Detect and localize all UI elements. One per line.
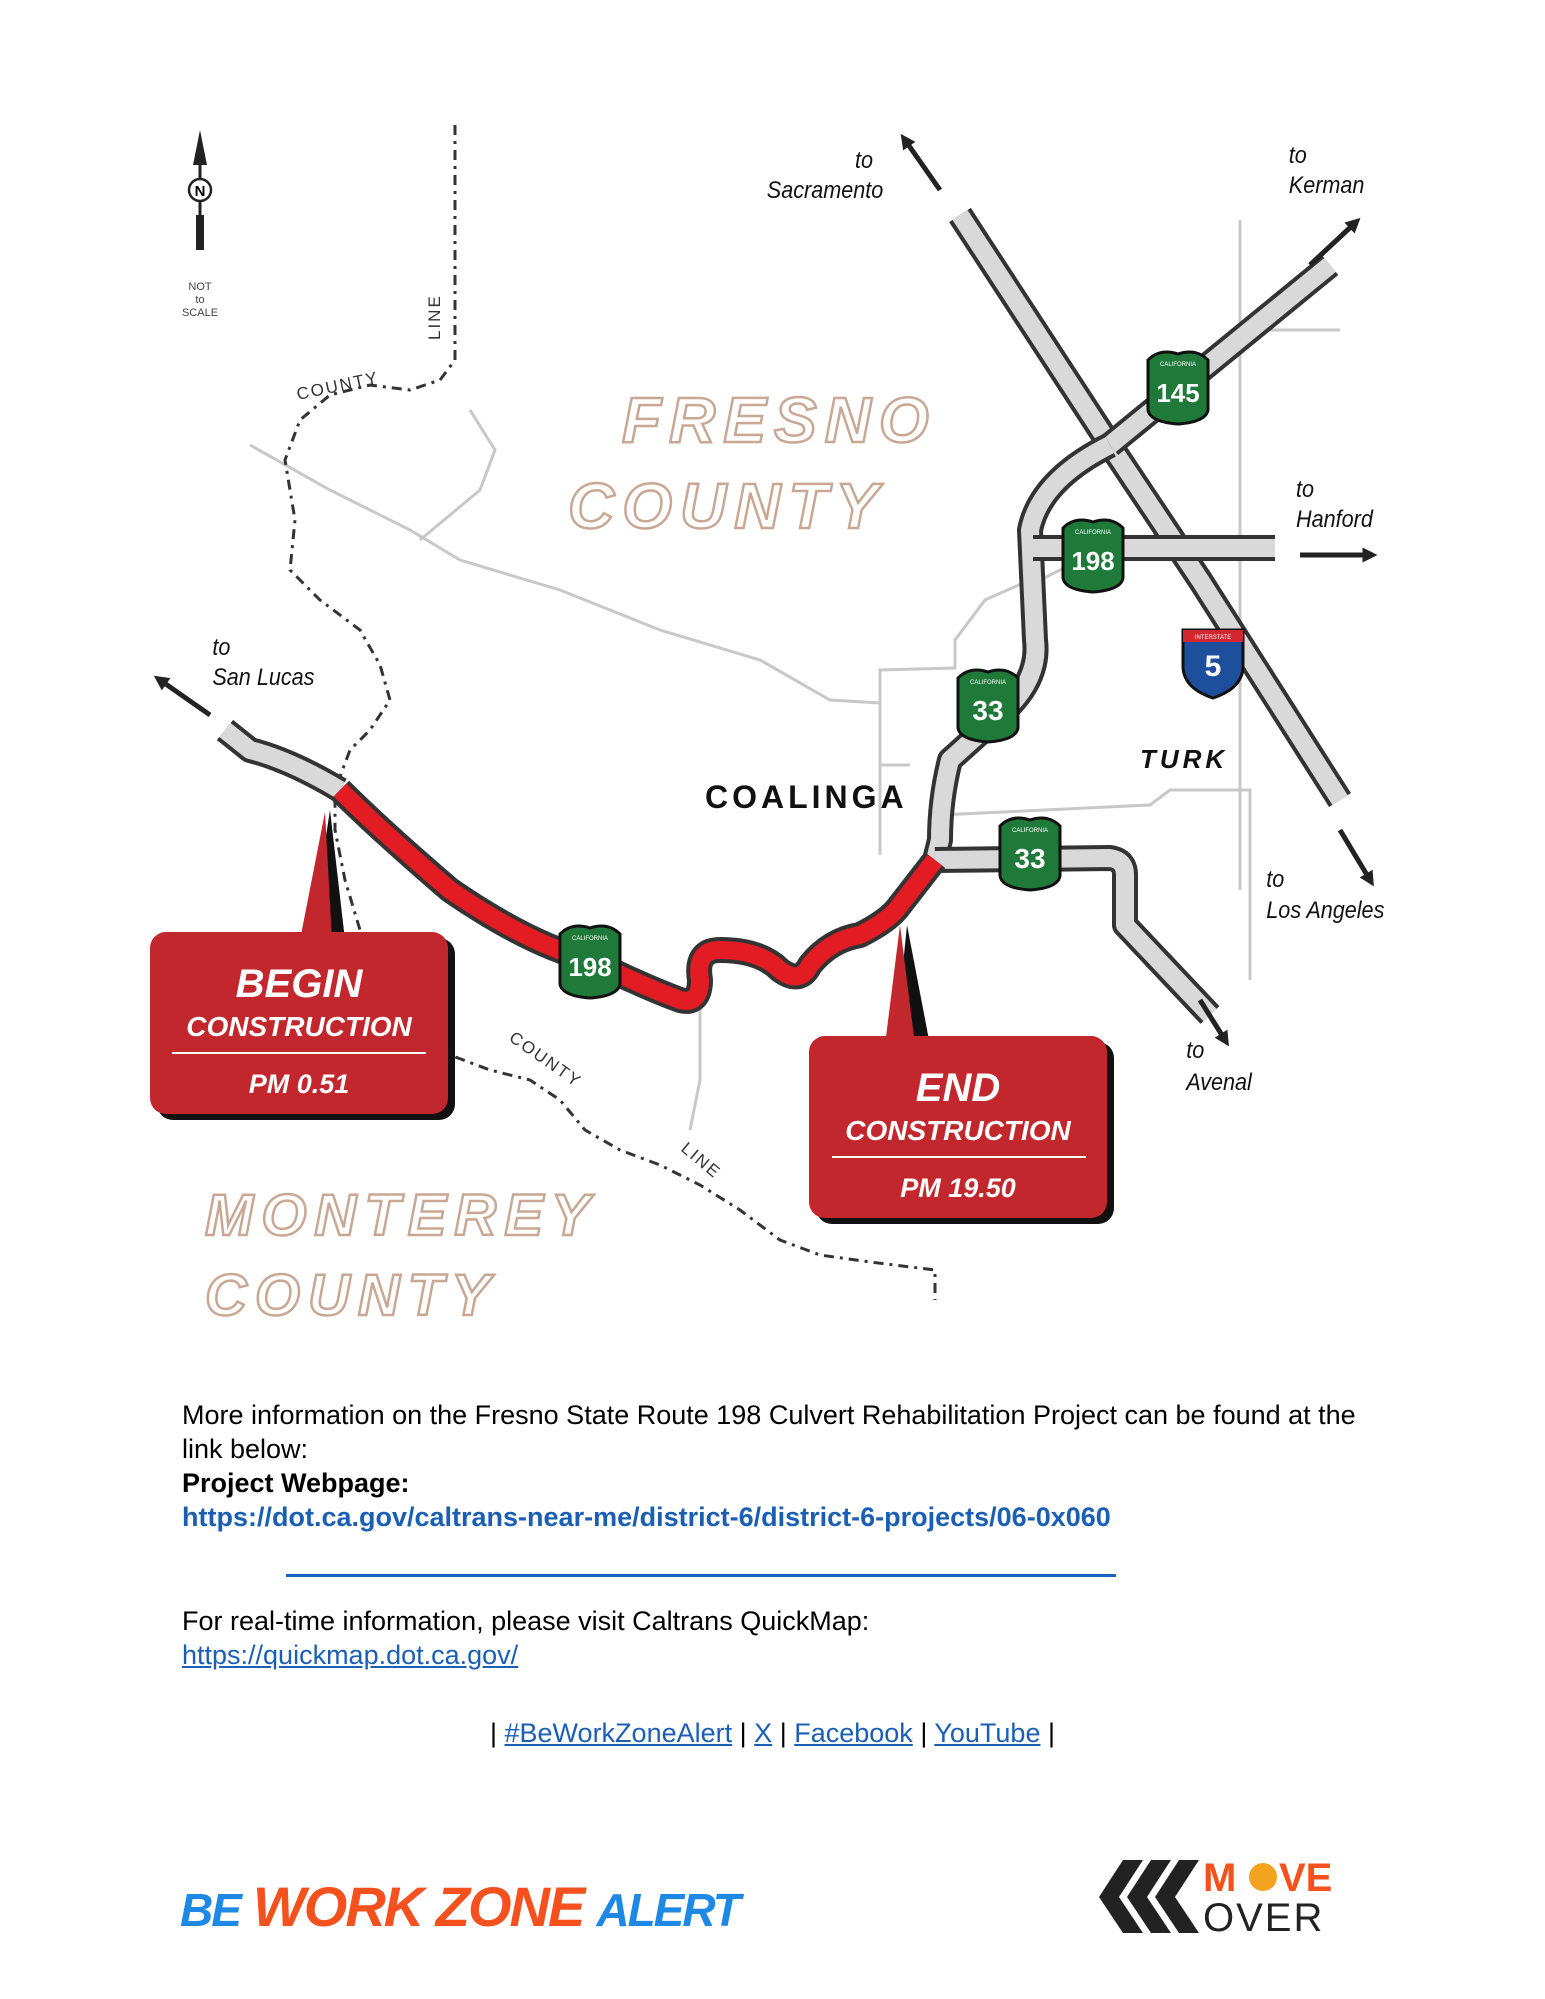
fresno-county-label-2: COUNTY [568,470,887,542]
be-work-zone-alert-logo: BE WORK ZONE ALERT [180,1875,739,1938]
los-angeles-to: to [1266,864,1285,893]
scale-note-1: NOT [188,281,212,293]
begin-title: BEGIN [235,962,363,1006]
youtube-link[interactable]: YouTube [934,1718,1041,1748]
avenal-to: to [1186,1035,1205,1064]
project-webpage-label: Project Webpage: [182,1468,410,1498]
north-arrow [182,130,218,319]
i5-number: 5 [1204,650,1222,683]
realtime-text: For real-time information, please visit Caltrans QuickMap: [182,1606,870,1636]
realtime-info [182,1604,1382,1672]
svg-text:CALIFORNIA: CALIFORNIA [1011,828,1049,834]
county-line-label-1: COUNTY [294,367,381,404]
hanford-to: to [1296,474,1315,503]
sr145-number: 145 [1156,378,1200,408]
svg-text:CALIFORNIA: CALIFORNIA [1159,362,1197,368]
i5-shield [1183,630,1243,698]
begin-postmile: PM 0.51 [248,1069,350,1099]
fresno-county-label-1: FRESNO [622,384,937,456]
county-line-label-2: LINE [425,294,444,340]
sr33-north-number: 33 [972,695,1004,726]
monterey-county-label-1: MONTEREY [205,1183,598,1248]
facebook-link[interactable]: Facebook [794,1718,913,1748]
divider [286,1574,1116,1577]
over-text: OVER [1203,1896,1325,1935]
svg-text:CALIFORNIA: CALIFORNIA [1074,530,1112,536]
light-icon [1249,1863,1277,1891]
county-line-label-3: COUNTY [505,1027,586,1092]
highways [225,215,1340,1015]
sacramento-to: to [855,145,874,174]
end-subtitle: CONSTRUCTION [845,1115,1071,1146]
san-lucas-label: San Lucas [212,662,315,691]
sr198-east-number: 198 [1071,546,1115,576]
sr33-south-number: 33 [1014,843,1046,874]
svg-text:CALIFORNIA: CALIFORNIA [571,936,609,942]
sr33-south-shield [1000,818,1060,890]
county-line-label-4: LINE [677,1138,725,1183]
x-link[interactable]: X [754,1718,773,1748]
scale-note-3: SCALE [181,307,219,319]
move-ve: VE [1279,1856,1333,1900]
sr198-west-shield [560,926,620,998]
end-title: END [915,1066,1001,1110]
sacramento-label: Sacramento [766,175,884,204]
project-info [182,1398,1382,1534]
social-links: | #BeWorkZoneAlert | X | Facebook | YouTube | [489,1718,1055,1748]
sr145-shield [1148,352,1208,424]
svg-text:CALIFORNIA: CALIFORNIA [969,680,1007,686]
sr198-east-shield [1063,520,1123,592]
hanford-label: Hanford [1296,504,1373,533]
begin-subtitle: CONSTRUCTION [186,1011,412,1042]
project-webpage-link[interactable]: https://dot.ca.gov/caltrans-near-me/district-6/district-6-projects/06-0x060 [182,1502,1111,1532]
monterey-county-label-2: COUNTY [205,1263,498,1328]
kerman-to: to [1288,140,1307,169]
intro-text: More information on the Fresno State Route 198 Culvert Rehabilitation Project can be found at the link below: [182,1400,1356,1464]
los-angeles-label: Los Angeles [1266,895,1385,924]
end-construction-callout [809,925,1114,1224]
move-m: M [1203,1856,1237,1900]
scale-note-2: to [195,294,205,306]
coalinga-label: COALINGA [705,779,908,815]
sr198-west-number: 198 [568,952,612,982]
bewza-hashtag-link[interactable]: #BeWorkZoneAlert [504,1718,733,1748]
san-lucas-to: to [212,632,231,661]
svg-text:INTERSTATE: INTERSTATE [1194,635,1232,641]
end-postmile: PM 19.50 [900,1173,1016,1203]
avenal-label: Avenal [1186,1067,1252,1096]
move-over-logo [1095,1855,1355,1935]
turk-label: TURK [1140,744,1229,774]
north-label: N [194,183,206,200]
kerman-label: Kerman [1288,170,1365,199]
quickmap-link[interactable]: https://quickmap.dot.ca.gov/ [182,1640,519,1670]
sr33-north-shield [958,670,1018,742]
destination-arrows [160,140,1370,1040]
